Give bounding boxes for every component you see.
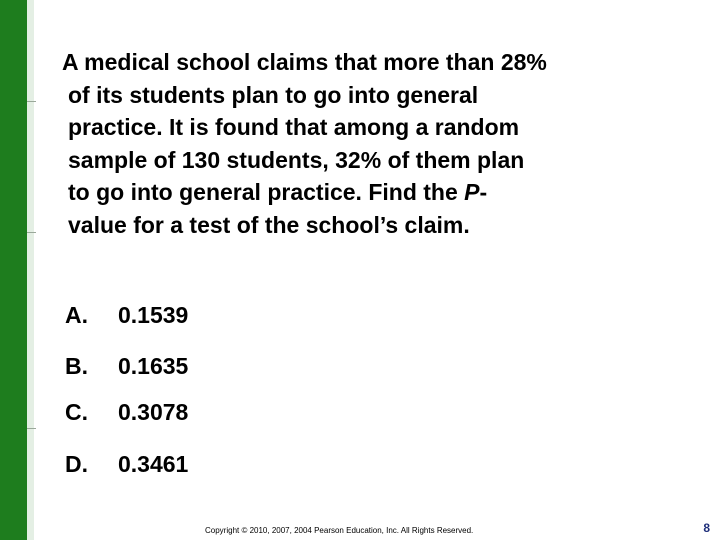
- answer-choice-d[interactable]: [65, 449, 188, 479]
- margin-tick: [27, 101, 36, 102]
- question-text: [62, 46, 682, 241]
- left-accent-bar-edge: [27, 0, 34, 540]
- left-accent-bar: [0, 0, 27, 540]
- answer-choice-c[interactable]: [65, 397, 188, 427]
- choice-letter: A.: [65, 302, 88, 328]
- choice-value: 0.1539: [118, 302, 189, 328]
- question-line-with-term: [62, 176, 682, 209]
- question-line: sample of 130 students, 32% of them plan: [68, 146, 525, 173]
- question-line-text: to go into general practice. Find the: [68, 179, 465, 205]
- margin-tick: [27, 232, 36, 233]
- question-line: A medical school claims that more than 28%: [62, 49, 547, 75]
- hyphen: -: [479, 179, 488, 205]
- question-line: practice. It is found that among a random: [68, 114, 520, 140]
- choice-letter: C.: [65, 399, 88, 425]
- choice-value: 0.3078: [118, 399, 189, 425]
- p-value-term: P: [464, 179, 480, 205]
- choice-value: 0.1635: [118, 353, 189, 379]
- choice-letter: B.: [65, 353, 88, 379]
- choice-value: 0.3461: [118, 451, 189, 477]
- copyright-notice: Copyright © 2010, 2007, 2004 Pearson Education, Inc. All Rights Reserved.: [205, 526, 474, 535]
- choice-letter: D.: [65, 451, 88, 477]
- answer-choice-a[interactable]: [65, 300, 188, 330]
- answer-choice-b[interactable]: [65, 351, 188, 381]
- slide-number: 8: [703, 521, 710, 535]
- question-line: of its students plan to go into general: [68, 81, 479, 108]
- margin-tick: [27, 428, 36, 429]
- question-line: value for a test of the school’s claim.: [68, 211, 470, 238]
